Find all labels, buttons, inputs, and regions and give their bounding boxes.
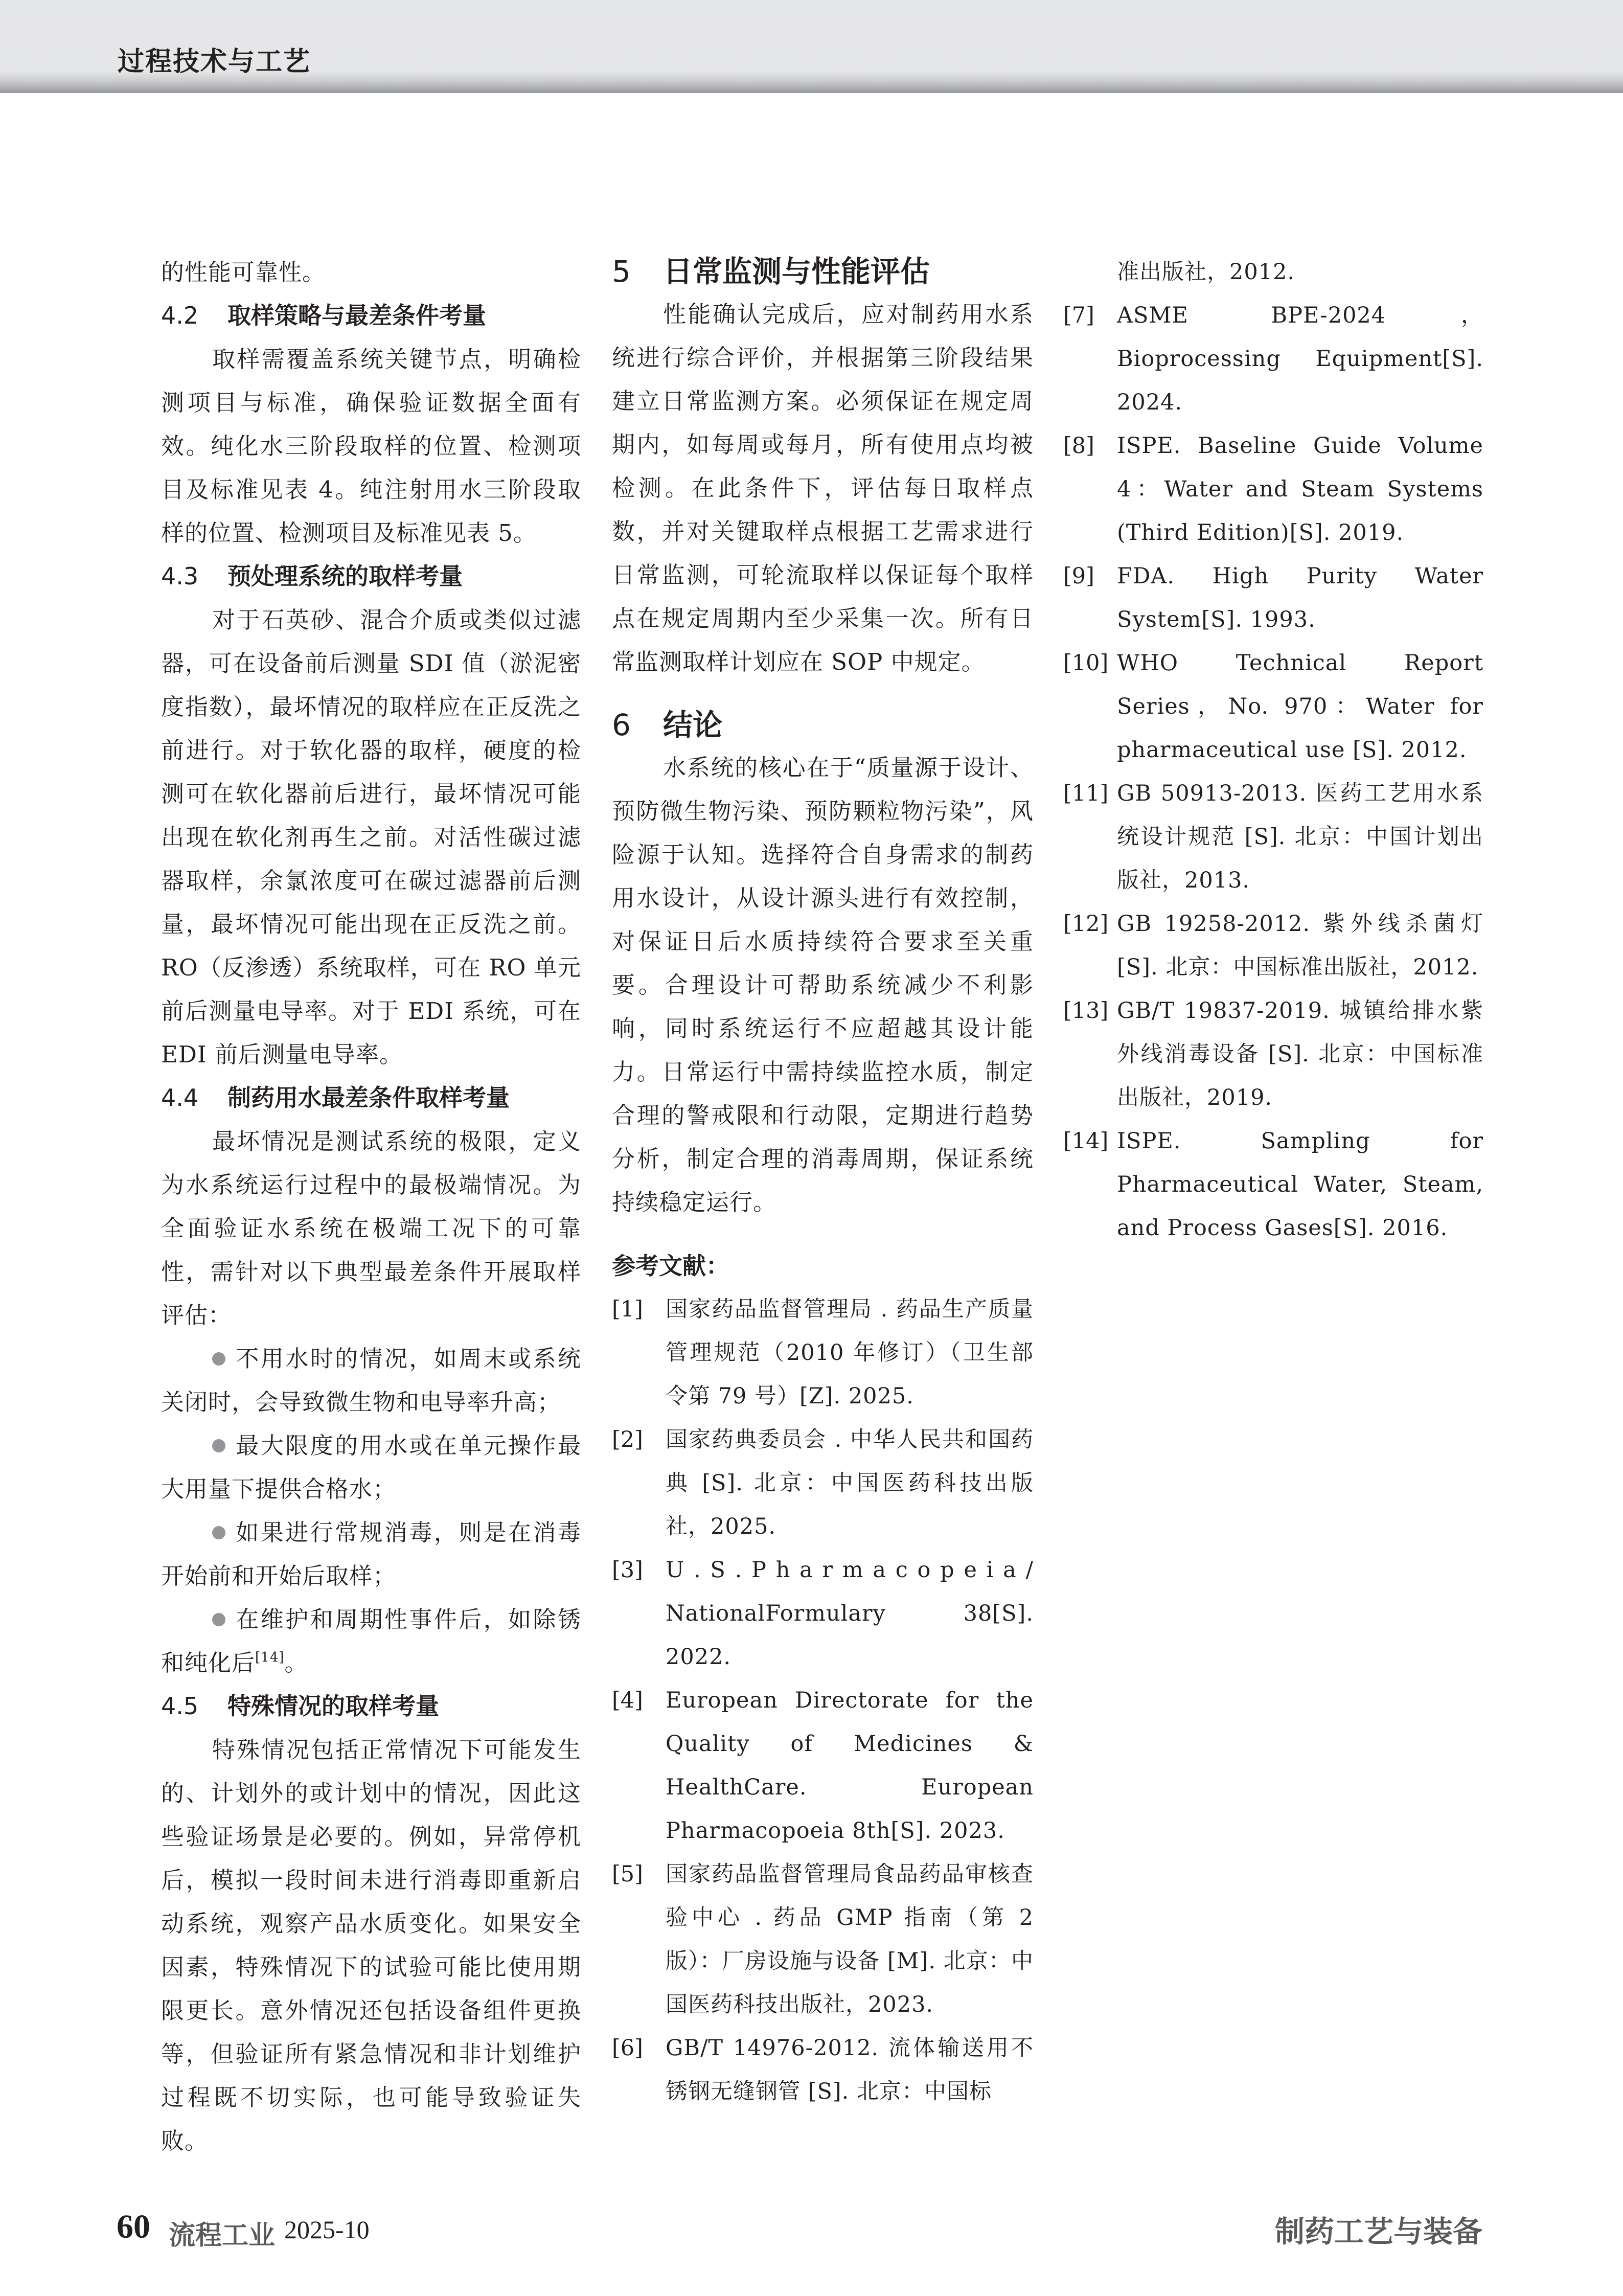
reference-number: [14]: [1063, 1128, 1109, 1154]
section-name: 制药工艺与装备: [1274, 2215, 1482, 2248]
section-number: 4.5: [161, 1692, 199, 1720]
reference-item: [1063, 294, 1483, 424]
bullet-text: 不用水时的情况，如周末或系统关闭时，会导致微生物和电导率升高；: [161, 1345, 581, 1416]
reference-text: GB/T 19837-2019. 城镇给排水紫外线消毒设备 [S]. 北京：中国标准出版社，2019.: [1117, 998, 1483, 1110]
reference-number: [6]: [612, 2035, 643, 2061]
reference-text: 国家药品监督管理局食品药品审核查验中心 . 药品 GMP 指南（第 2 版）：厂房设施与设备 [M]. 北京：中国医药科技出版社，2023.: [666, 1861, 1034, 2017]
reference-number: [11]: [1063, 781, 1109, 806]
reference-item: [1063, 989, 1483, 1120]
section-4-5-paragraph: 特殊情况包括正常情况下可能发生的、计划外的或计划中的情况，因此这些验证场景是必要的。例如，异常停机后，模拟一段时间未进行消毒即重新启动系统，观察产品水质变化。如果安全因素，特殊情况下的试验可能比使用期限更长。意外情况还包括设备组件更换等，但验证所有紧急情况和非计划维护过程既不切实际，也可能导致验证失败。: [161, 1736, 581, 2154]
running-header-title: 过程技术与工艺: [118, 47, 311, 77]
section-number: 5: [612, 254, 631, 289]
reference-number: [1]: [612, 1297, 643, 1322]
journal-name: 流程工业: [169, 2221, 276, 2250]
bullet-item: [161, 1337, 581, 1424]
reference-text: GB/T 14976-2012. 流体输送用不锈钢无缝钢管 [S]. 北京：中国标: [666, 2035, 1034, 2104]
reference-number: [10]: [1063, 650, 1109, 676]
section-5-heading: [612, 251, 1034, 292]
bullet-dot-icon: [212, 1526, 225, 1539]
reference-number: [5]: [612, 1861, 643, 1887]
reference-text: U . S . P h a r m a c o p e i a / NationalFormulary 38[S]. 2022.: [666, 1557, 1034, 1670]
reference-text: GB 50913-2013. 医药工艺用水系统设计规范 [S]. 北京：中国计划出版社，2013.: [1117, 781, 1483, 893]
reference-item: [612, 1418, 1034, 1549]
reference-item: [1063, 642, 1483, 772]
reference-number: [2]: [612, 1427, 643, 1452]
bullet-text: 如果进行常规消毒，则是在消毒开始前和开始后取样；: [161, 1519, 581, 1589]
reference-text: 国家药品监督管理局 . 药品生产质量管理规范（2010 年修订）（卫生部令第 79 号）[Z]. 2025.: [666, 1297, 1034, 1409]
reference-number: [8]: [1063, 433, 1094, 459]
carry-over-paragraph: 的性能可靠性。: [161, 259, 326, 286]
reference-item: [612, 2027, 1034, 2113]
reference-number: [7]: [1063, 303, 1094, 328]
reference-text: 国家药典委员会 . 中华人民共和国药典 [S]. 北京：中国医药科技出版社，2025.: [666, 1427, 1034, 1539]
column-right: [1063, 251, 1483, 1250]
reference-continuation: [1063, 251, 1483, 294]
reference-item: [612, 1679, 1034, 1853]
bullet-text: 最大限度的用水或在单元操作最大用量下提供合格水；: [161, 1432, 581, 1503]
section-number: 6: [612, 708, 631, 742]
reference-item: [612, 1288, 1034, 1418]
section-title: 预处理系统的取样考量: [227, 562, 463, 590]
section-4-2-paragraph: 取样需覆盖系统关键节点，明确检测项目与标准，确保验证数据全面有效。纯化水三阶段取样的位置、检测项目及标准见表 4。纯注射用水三阶段取样的位置、检测项目及标准见表 5。: [161, 346, 581, 547]
bullet-item: [161, 1598, 581, 1685]
section-number: 4.2: [161, 302, 199, 329]
journal-issue: 2025-10: [284, 2215, 370, 2244]
reference-number: [3]: [612, 1557, 643, 1583]
reference-item: [1063, 555, 1483, 642]
citation-link[interactable]: [14]: [255, 1650, 285, 1665]
section-4-3-paragraph: 对于石英砂、混合介质或类似过滤器，可在设备前后测量 SDI 值（淤泥密度指数），最坏情况的取样应在正反洗之前进行。对于软化器的取样，硬度的检测可在软化器前后进行，最坏情况可能出现在软化剂再生之前。对活性碳过滤器取样，余氯浓度可在碳过滤器前后测量，最坏情况可能出现在正反洗之前。RO（反渗透）系统取样，可在 RO 单元前后测量电导率。对于 EDI 系统，可在 EDI 前后测量电导率。: [161, 606, 581, 1068]
section-4-3-heading: [161, 555, 581, 598]
section-4-5-heading: [161, 1685, 581, 1728]
section-title: 取样策略与最差条件考量: [227, 302, 486, 329]
section-title: 日常监测与性能评估: [663, 254, 930, 289]
bullet-text-end: 。: [284, 1649, 308, 1676]
section-5-paragraph: 性能确认完成后，应对制药用水系统进行综合评价，并根据第三阶段结果建立日常监测方案。必须保证在规定周期内，如每周或每月，所有使用点均被检测。在此条件下，评估每日取样点数，并对关键取样点根据工艺需求进行日常监测，可轮流取样以保证每个取样点在规定周期内至少采集一次。所有日常监测取样计划应在 SOP 中规定。: [612, 301, 1034, 675]
references-heading: 参考文献：: [612, 1252, 729, 1280]
bullet-dot-icon: [212, 1439, 225, 1452]
column-left: [161, 251, 581, 2163]
reference-text: FDA. High Purity Water System[S]. 1993.: [1117, 563, 1483, 632]
section-number: 4.3: [161, 562, 199, 590]
reference-text: European Directorate for the Quality of Medicines & HealthCare. European Pharmacopoeia 8th[S]. 2023.: [666, 1688, 1034, 1844]
section-title: 制药用水最差条件取样考量: [227, 1084, 510, 1111]
page-number: 60: [117, 2208, 150, 2245]
reference-number: [13]: [1063, 998, 1109, 1024]
bullet-item: [161, 1511, 581, 1598]
column-middle: [612, 251, 1034, 2113]
section-6-heading: [612, 704, 1034, 746]
reference-item: [1063, 1120, 1483, 1250]
bullet-dot-icon: [212, 1613, 225, 1626]
reference-text: 准出版社，2012.: [1117, 259, 1295, 285]
reference-text: GB 19258-2012. 紫外线杀菌灯 [S]. 北京：中国标准出版社，2012.: [1117, 911, 1483, 980]
reference-number: [12]: [1063, 911, 1109, 937]
reference-text: ASME BPE-2024，Bioprocessing Equipment[S]. 2024.: [1117, 303, 1483, 415]
section-4-4-paragraph: 最坏情况是测试系统的极限，定义为水系统运行过程中的最极端情况。为全面验证水系统在极端工况下的可靠性，需针对以下典型最差条件开展取样评估：: [161, 1128, 581, 1329]
reference-item: [612, 1549, 1034, 1679]
reference-number: [4]: [612, 1688, 643, 1713]
bullet-text: 在维护和周期性事件后，如除锈和纯化后: [161, 1606, 581, 1676]
section-4-4-heading: [161, 1076, 581, 1120]
reference-number: [9]: [1063, 563, 1094, 589]
reference-item: [1063, 424, 1483, 555]
section-6-paragraph: 水系统的核心在于“质量源于设计、预防微生物污染、预防颗粒物污染”，风险源于认知。选择符合自身需求的制药用水设计，从设计源头进行有效控制，对保证日后水质持续符合要求至关重要。合理设计可帮助系统减少不利影响，同时系统运行不应超越其设计能力。日常运行中需持续监控水质，制定合理的警戒限和行动限，定期进行趋势分析，制定合理的消毒周期，保证系统持续稳定运行。: [612, 754, 1034, 1216]
reference-item: [1063, 902, 1483, 989]
bullet-item: [161, 1424, 581, 1511]
section-title: 结论: [663, 708, 723, 742]
reference-text: WHO Technical Report Series，No. 970：Water for pharmaceutical use [S]. 2012.: [1117, 650, 1483, 763]
section-4-2-heading: [161, 294, 581, 337]
reference-text: ISPE. Sampling for Pharmaceutical Water, Steam, and Process Gases[S]. 2016.: [1117, 1128, 1483, 1241]
reference-text: ISPE. Baseline Guide Volume 4：Water and Steam Systems (Third Edition)[S]. 2019.: [1117, 433, 1483, 545]
reference-item: [1063, 772, 1483, 902]
section-title: 特殊情况的取样考量: [227, 1692, 439, 1720]
bullet-dot-icon: [212, 1352, 225, 1366]
reference-item: [612, 1853, 1034, 2027]
section-number: 4.4: [161, 1084, 199, 1111]
